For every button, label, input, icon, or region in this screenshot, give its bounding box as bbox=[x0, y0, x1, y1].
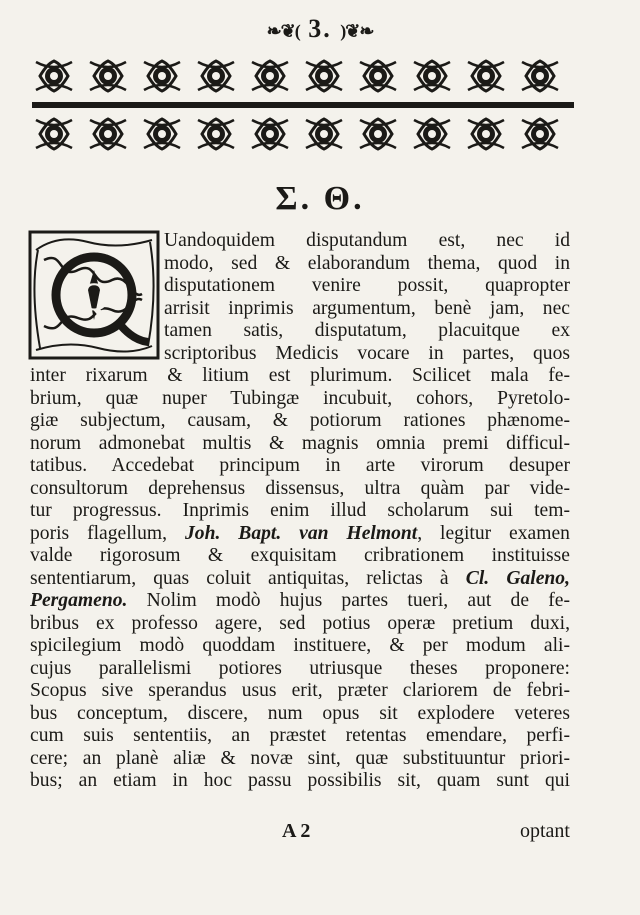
author-name-helmont: Joh. Bapt. van Helmont bbox=[184, 522, 418, 544]
text-line: Scopus sive sperandus usus erit, præter clariorem de febri- bbox=[30, 680, 570, 701]
text-segment: , legitur examen bbox=[417, 522, 570, 544]
text-line-with-name bbox=[30, 523, 570, 546]
text-line: consultorum deprehensus dissensus, ultra quàm par vide- bbox=[30, 477, 570, 499]
drop-cap-letter: Q bbox=[78, 274, 110, 319]
page-mark: 3. bbox=[308, 14, 332, 43]
text-line: inter rixarum & litium est plurimum. Scilicet mala fe- bbox=[30, 365, 570, 386]
text-line-with-name bbox=[30, 590, 570, 613]
text-line: bribus ex professo agere, sed potius operæ pretium duxi, bbox=[30, 612, 570, 634]
section-title: Σ. Θ. bbox=[275, 180, 365, 217]
text-segment: Nolim modò hujus partes tueri, aut de fe- bbox=[146, 590, 570, 611]
text-line: valde rigorosum & exquisitam cribrationem instituisse bbox=[30, 545, 570, 566]
running-head bbox=[0, 14, 640, 44]
text-line: scriptoribus Medicis vocare in partes, quos bbox=[164, 342, 570, 364]
body-text bbox=[30, 230, 570, 793]
text-line: disputationem venire possit, quapropter bbox=[164, 275, 570, 296]
text-line: spicilegium modò quoddam instituere, & per modum ali- bbox=[30, 635, 570, 656]
text-line: giæ subjectum, causam, & potiorum rationes phænome- bbox=[30, 410, 570, 431]
text-line: modo, sed & elaborandum thema, quod in bbox=[164, 252, 570, 274]
text-line: cere; an planè aliæ & novæ sint, quæ substituuntur priori- bbox=[30, 747, 570, 769]
text-line: bus; an etiam in hoc passu possibilis sit, quam sunt qui bbox=[30, 770, 570, 791]
text-line: Uandoquidem disputandum est, nec id bbox=[164, 230, 570, 251]
text-line: cujus parallelismi potiores utriusque theses proponere: bbox=[30, 657, 570, 679]
text-line: cum suis sententiis, an præstet retentas emendare, perfi- bbox=[30, 725, 570, 746]
left-ornament: ❧❦( bbox=[266, 21, 300, 41]
author-name-galen: Cl. Galeno, bbox=[465, 567, 571, 589]
signature-mark: A 2 bbox=[282, 820, 311, 842]
text-segment: poris flagellum, bbox=[30, 522, 168, 544]
text-line: tatibus. Accedebat principum in arte virorum desuper bbox=[30, 455, 570, 476]
text-line: tur progressus. Inprimis enim illud scholarum sui tem- bbox=[30, 500, 570, 521]
text-segment: sententiarum, quas coluit antiquitas, relictas à bbox=[30, 567, 449, 589]
text-line: tamen satis, disputatum, placuitque ex bbox=[164, 320, 570, 341]
text-line: bus conceptum, discere, num opus sit explodere veteres bbox=[30, 702, 570, 724]
text-line: norum admonebat multis & magnis omnia premi difficul- bbox=[30, 432, 570, 454]
page-footer bbox=[0, 820, 640, 844]
place-name-pergamon: Pergameno. bbox=[30, 590, 128, 611]
text-line-with-name bbox=[30, 568, 570, 591]
text-line: arrisit inprimis argumentum, benè jam, nec bbox=[164, 297, 570, 319]
headpiece-row-top bbox=[36, 61, 558, 91]
catchword: optant bbox=[520, 820, 570, 842]
ornamental-headpiece-icon bbox=[26, 52, 580, 164]
headpiece-row-bottom bbox=[36, 119, 558, 149]
text-line: brium, quæ nuper Tubingæ incubuit, cohors, Pyretolo- bbox=[30, 387, 570, 409]
right-ornament: )❦❧ bbox=[340, 21, 374, 41]
